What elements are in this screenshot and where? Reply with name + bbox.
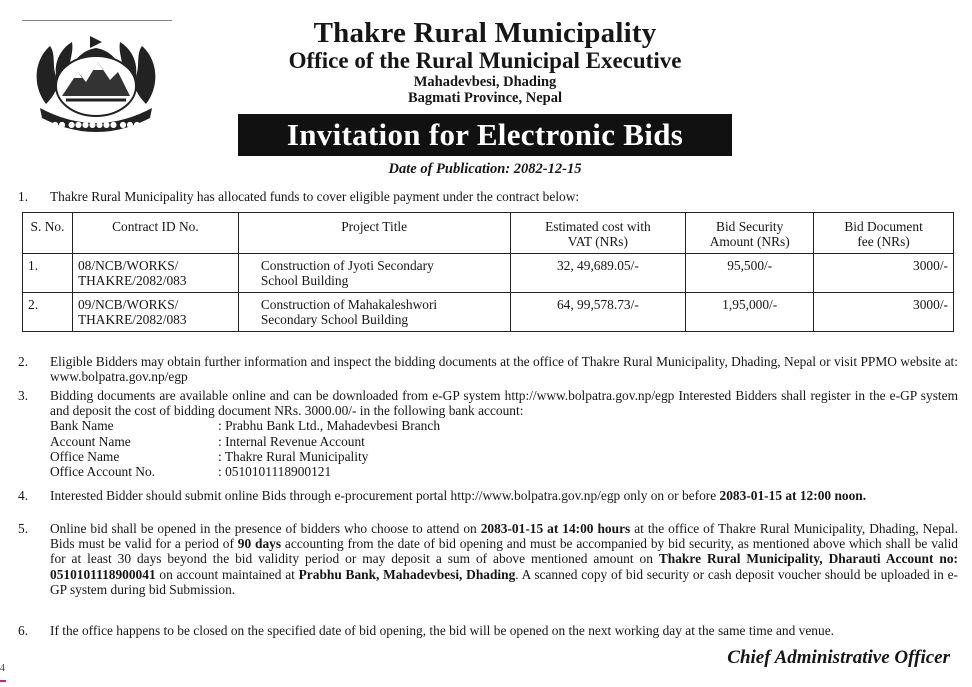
clause-2 xyxy=(18,354,958,384)
nepal-emblem-icon xyxy=(26,26,166,144)
cell-security: 1,95,000/- xyxy=(686,293,814,332)
clause-6 xyxy=(18,623,958,638)
clause-text: Online bid shall be opened in the presence of bidders who choose to attend on 2083-01-15 at 14:00 hours at the office of Thakre Rural Municipality, Dhading, Nepal. Bids must be valid for a period of 90 days accounting from the date of bid opening and must be accompanied by bid security, as mentioned above which shall be valid for at least 30 days beyond the bid validity period or may deposit a sum of above mentioned amount on Thakre Rural Municipality, Dharauti Account no: 0510101118900041 on account maintained at Prabhu Bank, Mahadevbesi, Dhading. A scanned copy of bid security or cash deposit voucher should be uploaded in e-GP system during bid Submission. xyxy=(50,521,958,597)
clause-number: 5. xyxy=(18,521,29,536)
clause-4 xyxy=(18,488,958,503)
bank-name-label: Bank Name xyxy=(50,418,114,434)
col-header-cost: Estimated cost with VAT (NRs) xyxy=(510,213,686,254)
corner-scan-mark xyxy=(0,680,6,687)
clause-5 xyxy=(18,521,958,597)
col-header-security: Bid Security Amount (NRs) xyxy=(686,213,814,254)
submission-deadline: 2083-01-15 at 12:00 noon. xyxy=(719,488,867,503)
cell-project: Construction of Mahakaleshwori Secondary School Building xyxy=(238,293,510,332)
office-name-label: Office Name xyxy=(50,448,120,464)
account-name-value: : Internal Revenue Account xyxy=(218,433,365,449)
office-name-value: : Thakre Rural Municipality xyxy=(218,448,369,464)
clause-text: Bidding documents are available online and can be downloaded from e-GP system http://www.bolpatra.gov.np/egp Interested Bidders shall register in the e-GP system and deposit the cost of bidding document NRs. 3000.00/- in the following bank account: xyxy=(50,388,958,419)
cell-contract: 09/NCB/WORKS/ THAKRE/2082/083 xyxy=(72,293,238,332)
opening-datetime: 2083-01-15 at 14:00 hours xyxy=(480,521,631,536)
cell-fee: 3000/- xyxy=(814,254,954,293)
municipality-name: Thakre Rural Municipality xyxy=(313,17,657,49)
cell-contract: 08/NCB/WORKS/ THAKRE/2082/083 xyxy=(72,254,238,293)
clause-number: 3. xyxy=(18,388,29,403)
cell-security: 95,500/- xyxy=(686,254,814,293)
cell-cost: 32, 49,689.05/- xyxy=(510,254,686,293)
deposit-account: Thakre Rural Municipality, Dharauti Account no: 0510101118900041 xyxy=(50,551,958,582)
bank-name-value: : Prabhu Bank Ltd., Mahadevbesi Branch xyxy=(218,418,441,434)
clause-text: If the office happens to be closed on the specified date of bid opening, the bid will be opened on the next working day at the same time and venue. xyxy=(50,623,834,638)
clause-1 xyxy=(18,189,958,204)
cell-sno: 2. xyxy=(23,293,73,332)
notice-title-banner: Invitation for Electronic Bids xyxy=(238,114,732,156)
table-row xyxy=(23,254,954,293)
cell-fee: 3000/- xyxy=(814,293,954,332)
office-name: Office of the Rural Municipal Executive xyxy=(288,48,682,73)
address-line-2: Bagmati Province, Nepal xyxy=(408,90,562,106)
cell-cost: 64, 99,578.73/- xyxy=(510,293,686,332)
table-header-row xyxy=(23,213,954,254)
publication-date: Date of Publication: 2082-12-15 xyxy=(388,161,582,177)
clause-3 xyxy=(18,388,958,479)
col-header-sno: S. No. xyxy=(23,213,73,254)
address-line-1: Mahadevbesi, Dhading xyxy=(413,74,557,90)
col-header-fee: Bid Document fee (NRs) xyxy=(814,213,954,254)
signatory-title: Chief Administrative Officer xyxy=(727,647,950,668)
table-row xyxy=(23,293,954,332)
col-header-project: Project Title xyxy=(238,213,510,254)
office-account-label: Office Account No. xyxy=(50,464,155,480)
corner-mark: 4 xyxy=(0,663,5,674)
clause-text: Eligible Bidders may obtain further information and inspect the bidding documents at the office of Thakre Rural Municipality, Dhading, Nepal or visit PPMO website at: www.bolpatra.gov.np/egp xyxy=(50,354,958,385)
contracts-table xyxy=(22,212,954,332)
validity-period: 90 days xyxy=(237,536,282,552)
bank-details xyxy=(50,418,958,479)
clause-number: 2. xyxy=(18,354,29,369)
account-name-label: Account Name xyxy=(50,433,131,449)
svg-text:●●● ●●●●●●● ●●●●: ●●● ●●●●●●● ●●●● xyxy=(44,120,148,129)
letterhead xyxy=(230,18,740,106)
col-header-contract: Contract ID No. xyxy=(72,213,238,254)
cell-project: Construction of Jyoti Secondary School Building xyxy=(238,254,510,293)
clause-number: 6. xyxy=(18,623,29,638)
office-account-value: : 0510101118900121 xyxy=(218,464,332,480)
clause-text: Thakre Rural Municipality has allocated funds to cover eligible payment under the contract below: xyxy=(50,189,580,204)
cell-sno: 1. xyxy=(23,254,73,293)
clause-text: Interested Bidder should submit online Bids through e-procurement portal http://www.bolpatra.gov.np/egp only on or before 2083-01-15 at 12:00 noon. xyxy=(50,488,867,503)
deposit-bank: Prabhu Bank, Mahadevbesi, Dhading xyxy=(298,566,516,582)
clause-number: 4. xyxy=(18,488,29,503)
clause-number: 1. xyxy=(18,189,29,204)
top-rule xyxy=(22,20,172,21)
